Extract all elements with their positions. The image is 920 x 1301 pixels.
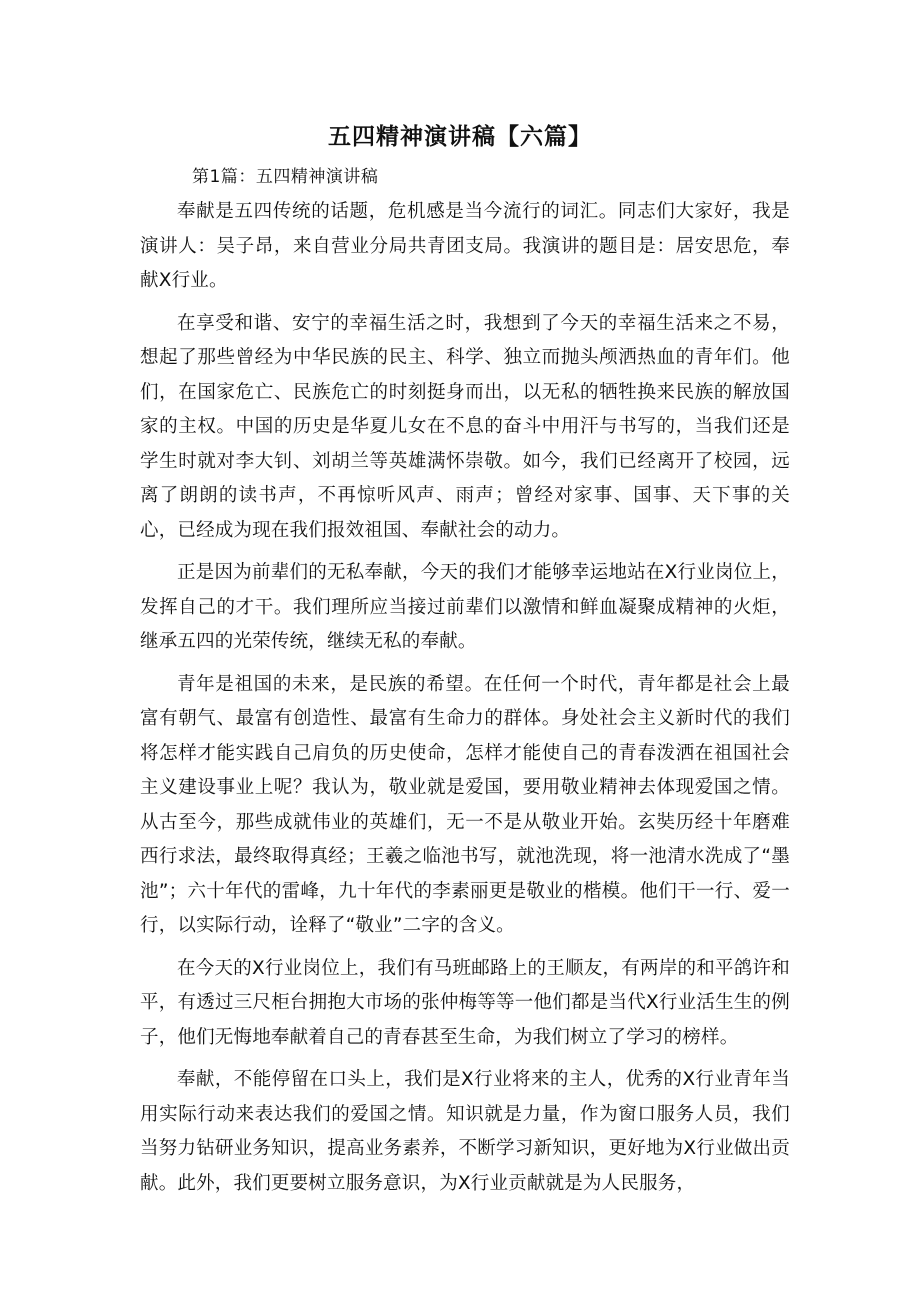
paragraph-1: 奉献是五四传统的话题，危机感是当今流行的词汇。同志们大家好，我是演讲人：吴子昂，来自营业分局共青团支局。我演讲的题目是：居安思危，奉献X行业。 [140,201,790,291]
document-body [140,195,790,1209]
paragraph-3: 正是因为前辈们的无私奉献，今天的我们才能够幸运地站在X行业岗位上，发挥自己的才干。我们理所应当接过前辈们以激情和鲜血凝聚成精神的火炬，继承五四的光荣传统，继续无私的奉献。 [140,562,790,652]
paragraph-2: 在享受和谐、安宁的幸福生活之时，我想到了今天的幸福生活来之不易，想起了那些曾经为中华民族的民主、科学、独立而抛头颅洒热血的青年们。他们，在国家危亡、民族危亡的时刻挺身而出，以无私的牺牲换来民族的解放国家的主权。中国的历史是华夏儿女在不息的奋斗中用汗与书写的，当我们还是学生时就对李大钊、刘胡兰等英雄满怀崇敬。如今，我们已经离开了校园，远离了朗朗的读书声，不再惊听风声、雨声；曾经对家事、国事、天下事的关心，已经成为现在我们报效祖国、奉献社会的动力。 [140,312,790,541]
paragraph-4: 青年是祖国的未来，是民族的希望。在任何一个时代，青年都是社会上最富有朝气、最富有创造性、最富有生命力的群体。身处社会主义新时代的我们将怎样才能实践自己肩负的历史使命，怎样才能使自己的青春泼洒在祖国社会主义建设事业上呢？我认为，敬业就是爱国，要用敬业精神去体现爱国之情。从古至今，那些成就伟业的英雄们，无一不是从敬业开始。玄奘历经十年磨难西行求法，最终取得真经；王羲之临池书写，就池洗现，将一池清水洗成了“墨池”；六十年代的雷峰，九十年代的李素丽更是敬业的楷模。他们干一行、爱一行，以实际行动，诠释了“敬业”二字的含义。 [140,673,790,936]
section-heading: 第1篇：五四精神演讲稿 [192,167,379,187]
paragraph-5: 在今天的X行业岗位上，我们有马班邮路上的王顺友，有两岸的和平鸽许和平，有透过三尺柜台拥抱大市场的张仲梅等等一他们都是当代X行业活生生的例子，他们无悔地奉献着自己的青春甚至生命，为我们树立了学习的榜样。 [140,957,790,1048]
paragraph-6: 奉献，不能停留在口头上，我们是X行业将来的主人，优秀的X行业青年当用实际行动来表达我们的爱国之情。知识就是力量，作为窗口服务人员，我们当努力钻研业务知识，提高业务素养，不断学习新知识，更好地为X行业做出贡献。此外，我们更要树立服务意识，为X行业贡献就是为人民服务， [140,1069,790,1194]
document-title: 五四精神演讲稿【六篇】 [328,124,592,150]
